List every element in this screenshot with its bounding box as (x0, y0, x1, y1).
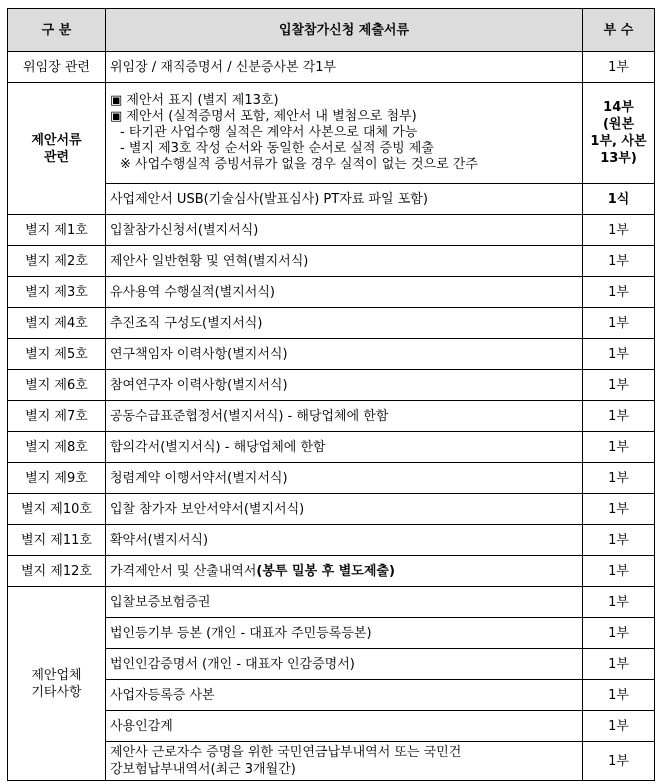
category-cell: 별지 제2호 (8, 246, 106, 277)
category-cell: 위임장 관련 (8, 52, 106, 83)
category-cell: 별지 제7호 (8, 401, 106, 432)
other-row (8, 649, 655, 680)
document-cell: 입찰보증보험증권 (106, 587, 583, 618)
document-cell (106, 556, 583, 587)
document-cell: 제안사 일반현황 및 연혁(별지서식) (106, 246, 583, 277)
header-documents: 입찰참가신청 제출서류 (106, 9, 583, 52)
document-cell: 합의각서(별지서식) - 해당업체에 한함 (106, 432, 583, 463)
copies-cell: 1부 (583, 711, 655, 742)
table-row (8, 215, 655, 246)
copies-cell: 1부 (583, 463, 655, 494)
category-cell: 별지 제6호 (8, 370, 106, 401)
table-row (8, 556, 655, 587)
document-cell: 입찰 참가자 보안서약서(별지서식) (106, 494, 583, 525)
header-row (8, 9, 655, 52)
proposal-line: - 타기관 사업수행 실적은 계약서 사본으로 대체 가능 (120, 125, 418, 140)
copies-cell: 1부 (583, 401, 655, 432)
proposal-line: - 별지 제3호 작성 순서와 동일한 순서로 실적 증빙 제출 (120, 141, 434, 156)
table-row (8, 494, 655, 525)
copies-cell: 1부 (583, 587, 655, 618)
proposal-category-line1: 제안서류 (31, 132, 82, 148)
document-cell: 유사용역 수행실적(별지서식) (106, 277, 583, 308)
table-row (8, 277, 655, 308)
proposal-copies-cell (583, 83, 655, 184)
category-cell: 별지 제12호 (8, 556, 106, 587)
document-cell: 청렴계약 이행서약서(별지서식) (106, 463, 583, 494)
other-row (8, 711, 655, 742)
table-row (8, 370, 655, 401)
header-copies: 부 수 (583, 9, 655, 52)
proposal-category-cell (8, 83, 106, 215)
proposal-copies-line: 1부, 사본 (590, 134, 647, 149)
document-cell: 위임장 / 재직증명서 / 신분증사본 각1부 (106, 52, 583, 83)
proposal-copies-line: 14부 (603, 100, 634, 115)
proposal-copies-line: (원본 (602, 117, 635, 132)
usb-document-cell: 사업제안서 USB(기술심사(발표심사) PT자료 파일 포함) (106, 184, 583, 215)
copies-cell: 1부 (583, 525, 655, 556)
copies-cell: 1부 (583, 649, 655, 680)
table-row (8, 52, 655, 83)
document-cell: 추진조직 구성도(별지서식) (106, 308, 583, 339)
document-text: 가격제안서 및 산출내역서 (110, 563, 257, 579)
category-cell: 별지 제11호 (8, 525, 106, 556)
table-row (8, 339, 655, 370)
other-category-line2: 기타사항 (31, 684, 82, 700)
copies-cell: 1부 (583, 308, 655, 339)
proposal-document-cell (106, 83, 583, 184)
other-row (8, 742, 655, 781)
table-row (8, 246, 655, 277)
submission-documents-table (7, 8, 655, 781)
copies-cell: 1부 (583, 432, 655, 463)
table-row (8, 463, 655, 494)
copies-cell: 1부 (583, 277, 655, 308)
other-row (8, 680, 655, 711)
category-cell: 별지 제8호 (8, 432, 106, 463)
copies-cell: 1부 (583, 618, 655, 649)
table-row (8, 432, 655, 463)
category-cell: 별지 제3호 (8, 277, 106, 308)
sealed-envelope-note: (봉투 밀봉 후 별도제출) (256, 563, 395, 579)
document-line: 강보험납부내역서(최근 3개월간) (110, 762, 296, 777)
document-cell: 확약서(별지서식) (106, 525, 583, 556)
document-cell: 법인인감증명서 (개인 - 대표자 인감증명서) (106, 649, 583, 680)
copies-cell: 1부 (583, 339, 655, 370)
copies-cell: 1부 (583, 370, 655, 401)
other-category-line1: 제안업체 (31, 667, 82, 683)
copies-cell: 1부 (583, 494, 655, 525)
document-cell: 법인등기부 등본 (개인 - 대표자 주민등록등본) (106, 618, 583, 649)
document-cell: 공동수급표준협정서(별지서식) - 해당업체에 한함 (106, 401, 583, 432)
other-row (8, 618, 655, 649)
copies-cell: 1부 (583, 215, 655, 246)
proposal-category-line2: 관련 (43, 149, 70, 165)
header-category: 구 분 (8, 9, 106, 52)
proposal-copies-line: 13부) (600, 151, 637, 166)
copies-cell: 1부 (583, 52, 655, 83)
document-cell (106, 742, 583, 781)
document-line: 제안사 근로자수 증명을 위한 국민연금납부내역서 또는 국민건 (110, 745, 462, 760)
document-cell: 참여연구자 이력사항(별지서식) (106, 370, 583, 401)
category-cell: 별지 제5호 (8, 339, 106, 370)
document-cell: 입찰참가신청서(별지서식) (106, 215, 583, 246)
copies-cell: 1부 (583, 246, 655, 277)
proposal-line: ※ 사업수행실적 증빙서류가 없을 경우 실적이 없는 것으로 간주 (120, 157, 478, 172)
category-cell: 별지 제9호 (8, 463, 106, 494)
proposal-row (8, 83, 655, 184)
document-cell: 사업자등록증 사본 (106, 680, 583, 711)
category-cell: 별지 제10호 (8, 494, 106, 525)
copies-cell: 1부 (583, 680, 655, 711)
copies-cell: 1부 (583, 742, 655, 781)
usb-row (8, 184, 655, 215)
category-cell: 별지 제1호 (8, 215, 106, 246)
table-row (8, 401, 655, 432)
usb-copies-cell: 1식 (583, 184, 655, 215)
document-cell: 사용인감계 (106, 711, 583, 742)
table-row (8, 525, 655, 556)
copies-cell: 1부 (583, 556, 655, 587)
proposal-line: ▣ 제안서 (실적증명서 포함, 제안서 내 별첨으로 첨부) (110, 109, 417, 124)
proposal-line: ▣ 제안서 표지 (별지 제13호) (110, 93, 279, 108)
table-row (8, 308, 655, 339)
document-cell: 연구책임자 이력사항(별지서식) (106, 339, 583, 370)
other-category-cell (8, 587, 106, 781)
category-cell: 별지 제4호 (8, 308, 106, 339)
other-row (8, 587, 655, 618)
